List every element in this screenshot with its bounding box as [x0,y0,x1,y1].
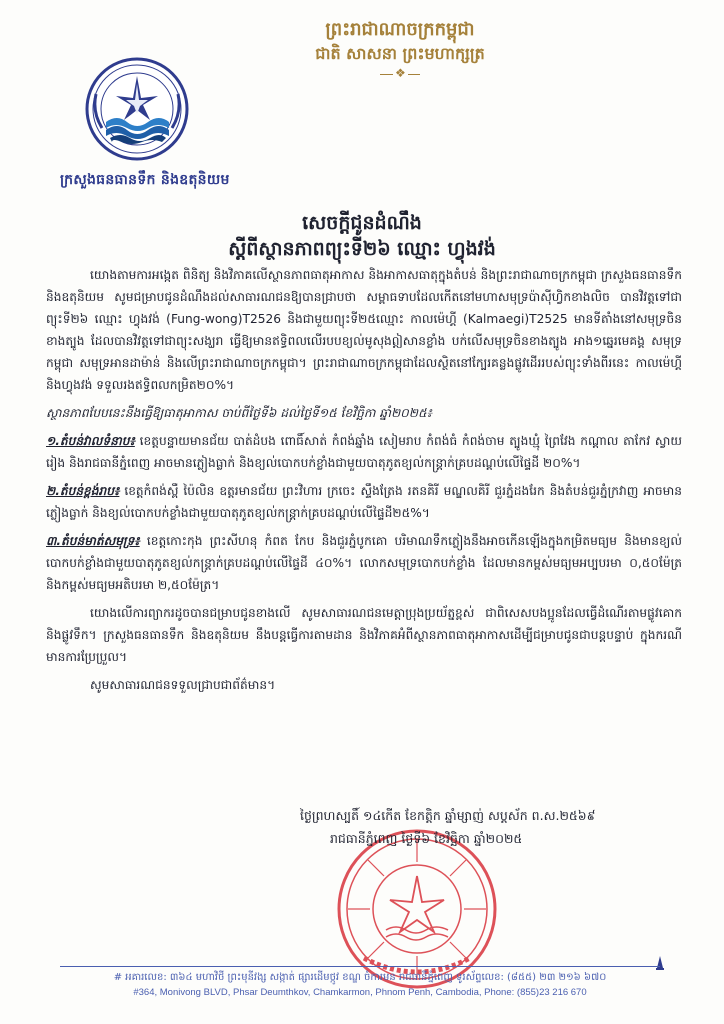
region-text-coastal: ខេត្តកោះកុង ព្រះសីហនុ កំពត កែប និងជួរភ្នំបូកគោ បរិមាណទឹកភ្លៀងនឹងអាចកើនឡើងក្នុងកម្រិតមធ្យម និងមានខ្យល់បោកបក់ខ្លាំងជាមួយបាតុភូតខ្យល់កន្ត្រាក់គ្របដណ្តប់លើផ្ទៃដី ៤០%។ លោកសមុទ្របោកបក់ខ្លាំង ដែលមានកម្ពស់មធ្យមអប្បបរមា ០,៥០ម៉ែត្រ និងកម្ពស់មធ្យមអតិបរមា ២,៥០ម៉ែត្រ។ [46,534,682,592]
kingdom-line1: ព្រះរាជាណាចក្រកម្ពុជា [325,19,475,40]
notice-body [46,264,682,702]
official-seal-icon [334,826,500,992]
forecast-subheading: ស្ថានភាពបែបនេះនឹងធ្វើឱ្យធាតុអាកាស ចាប់ពីថ្ងៃទី៦ ដល់ថ្ងៃទី១៥ ខែវិច្ឆិកា ឆ្នាំ២០២៥៖ [46,406,433,420]
region-text-lowland: ខេត្តបន្ទាយមានជ័យ បាត់ដំបង ពោធិ៍សាត់ កំពង់ឆ្នាំង សៀមរាប កំពង់ធំ កំពង់ចាម ត្បូងឃ្មុំ ព្រៃវែង កណ្តាល តាកែវ ស្វាយរៀង និងរាជធានីភ្នំពេញ អាចមានភ្លៀងធ្លាក់ និងខ្យល់បោកបក់ខ្លាំងជាមួយបាតុភូតខ្យល់កន្ត្រាក់គ្របដណ្តប់លើផ្ទៃដី ២០%។ [46,434,682,470]
place-date: រាជធានីភ្នំពេញ ថ្ងៃទី៦ ខែវិច្ឆិកា ឆ្នាំ២០២៥ [330,831,523,846]
lunar-date: ថ្ងៃព្រហស្បតិ៍ ១៤កើត ខែកត្តិក ឆ្នាំម្សាញ់ សប្តស័ក ព.ស.២៥៦៩ [300,808,596,823]
footer-divider [60,966,660,967]
footer [60,970,660,1000]
region-paragraph-lowland [46,430,682,474]
notice-title-line1: សេចក្តីជូនដំណឹង [302,212,422,234]
notice-title-line2: ស្តីពីស្ថានភាពព្យុះទី២៦ ឈ្មោះ ហ្វុងវង់ [228,238,496,260]
footer-address-english: #364, Monivong BLVD, Phsar Deumthkov, Chamkarmon, Phnom Penh, Cambodia, Phone: (855)23 216 670 [133,987,587,998]
region-label-lowland: ១.តំបន់វាលទំនាប៖ [46,434,135,448]
kingdom-header [190,18,610,80]
pen-mark-icon [656,956,664,970]
region-label-coastal: ៣.តំបន់មាត់សមុទ្រ៖ [46,534,140,548]
closing-paragraph: យោងលើការព្យាករដូចបានជម្រាបជូនខាងលើ សូមសាធារណជនមេត្តាប្រុងប្រយ័ត្នខ្ពស់ ជាពិសេសបងប្អូនដែលធ្វើដំណើរតាមផ្លូវគោក និងផ្លូវទឹក។ ក្រសួងធនធានទឹក និងឧតុនិយម នឹងបន្តធ្វើការតាមដាន និងវិភាគអំពីស្ថានភាពធាតុអាកាសដើម្បីជម្រាបជូនជាបន្តបន្ទាប់ ក្នុងករណីមានការប្រែប្រួល។ [46,606,682,664]
region-text-plateau: ខេត្តកំពង់ស្ពឺ ប៉ៃលិន ឧត្តរមានជ័យ ព្រះវិហារ ក្រចេះ ស្ទឹងត្រែង រតនគិរី មណ្ឌលគិរី ជួរភ្នំដងរែក និងតំបន់ជួរភ្នំក្រវាញ អាចមានភ្លៀងធ្លាក់ និងខ្យល់បោកបក់ខ្លាំងជាមួយបាតុភូតខ្យល់កន្ត្រាក់គ្របដណ្តប់លើផ្ទៃដី២៥%។ [46,484,682,520]
closing-line: សូមសាធារណជនទទួលជ្រាបជាព័ត៌មាន។ [90,678,276,692]
ornament-divider-icon [380,70,420,80]
intro-paragraph: យោងតាមការអង្កេត ពិនិត្យ និងវិភាគលើស្ថានភាពធាតុអាកាស និងអាកាសធាតុក្នុងតំបន់ និងព្រះរាជាណាចក្រកម្ពុជា ក្រសួងធនធានទឹក និងឧតុនិយម សូមជម្រាបជូនដំណឹងដល់សាធារណជនឱ្យបានជ្រាបថា សម្ពាធទាបដែលកើតនៅមហាសមុទ្រប៉ាស៊ីហ្វិកខាងលិច បានវិវត្តទៅជាព្យុះទី២៦ ឈ្មោះ ហ្វុងវង់ (Fung-wong)T2526 និងជាមួយព្យុះទី២៥ឈ្មោះ កាលម៉េហ្គី (Kalmaegi)T2525 មានទីតាំងនៅសមុទ្រចិនខាងត្បូង ដែលបានវិវត្តទៅជាព្យុះសង្ឃរា ធ្វើឱ្យមានឥទ្ធិពលលើរបបខ្យល់មូសុងឦសានខ្លាំង បក់លើសមុទ្រចិនខាងត្បូង អាង១ឆ្នេរមេគង្គ សមុទ្រកម្ពុជា សមុទ្រអានដាម៉ាន់ និងលើព្រះរាជាណាចក្រកម្ពុជា។ ព្រះរាជាណាចក្រកម្ពុជាដែលស្ថិតនៅក្បែរគន្លងផ្លូវដើររបស់ព្យុះទាំងពីរនេះ កាលម៉េហ្គី និងហ្វុងវង់ ទទួលរងឥទ្ធិពលកម្រិត២០%។ [46,268,682,392]
region-paragraph-coastal [46,530,682,596]
region-label-plateau: ២.តំបន់ខ្ពង់រាប៖ [46,484,120,498]
ministry-name: ក្រសួងធនធានទឹក និងឧតុនិយម [60,172,230,188]
notice-title [100,210,624,262]
ministry-logo [82,54,192,164]
region-paragraph-plateau [46,480,682,524]
kingdom-line2: ជាតិ សាសនា ព្រះមហាក្សត្រ [315,44,485,63]
footer-address-khmer: # អគារលេខ: ៣៦៤ មហាវិថី ព្រះមុនីវង្ស សង្កាត់ ផ្សារដើមថ្កូវ ខណ្ឌ ចំការមន រាជធានីភ្នំពេញ ទូរស័ព្ទលេខ: (៨៥៥) ២៣ ២១៦ ៦៧០ [113,972,607,983]
